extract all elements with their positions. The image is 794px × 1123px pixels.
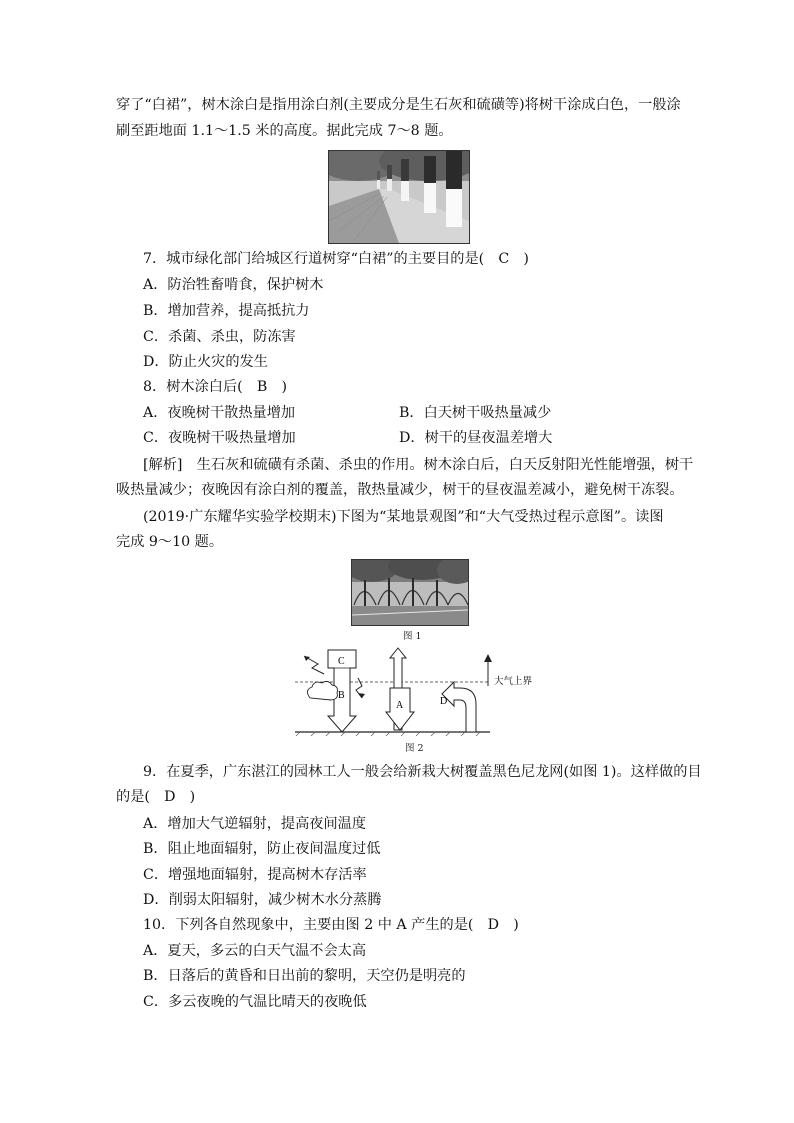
q10-option-a: A．夏天，多云的白天气温不会太高 [143,943,367,959]
label-d: D [440,696,448,707]
q10-option-c: C．多云夜晚的气温比晴天的夜晚低 [143,994,367,1010]
q8-stem: 8．树木涂白后( B ) [143,379,288,395]
cloud-icon [307,681,337,700]
label-b: B [338,690,345,701]
analysis-line-2: 吸热量减少；夜晚因有涂白剂的覆盖，散热量减少，树干的昼夜温差减小，避免树干冻裂。 [116,482,684,498]
q7-option-b: B．增加营养，提高抵抗力 [143,303,310,319]
q9-option-a: A．增加大气逆辐射，提高夜间温度 [143,816,367,832]
label-c: C [338,656,345,667]
q8-option-d: D．树干的昼夜温差增大 [399,430,553,446]
intro-line-2: 刷至距地面 1.1～1.5 米的高度。据此完成 7～8 题。 [116,123,453,139]
q8-option-a: A．夜晚树干散热量增加 [143,405,296,421]
atmosphere-top-label: 大气上界 [494,676,533,687]
intro2-line-1: (2019·广东耀华实验学校期末)下图为“某地景观图”和“大气受热过程示意图”。读图 [143,509,664,525]
q9-option-b: B．阻止地面辐射，防止夜间温度过低 [143,841,381,857]
q7-option-a: A．防治牲畜啃食，保护树木 [143,277,324,293]
intro2-line-2: 完成 9～10 题。 [116,534,224,550]
q9-stem-line-2: 的是( D ) [116,789,196,805]
analysis-line-1: [解析] 生石灰和硫磺有杀菌、杀虫的作用。树木涂白后，白天反射阳光性能增强，树干 [143,457,694,473]
q9-option-d: D．削弱太阳辐射，减少树木水分蒸腾 [143,892,382,908]
q7-option-c: C．杀菌、杀虫，防冻害 [143,329,296,345]
q7-option-d: D．防止火灾的发生 [143,354,268,370]
atmosphere-heating-diagram [290,646,550,738]
intro-line-1: 穿了“白裙”，树木涂白是指用涂白剂(主要成分是生石灰和硫磺等)将树干涂成白色，一般涂 [116,97,681,113]
q10-stem: 10．下列各自然现象中，主要由图 2 中 A 产生的是( D ) [143,917,519,933]
label-a: A [396,700,404,711]
fig1-caption: 图 1 [403,631,422,642]
q9-option-c: C．增强地面辐射，提高树木存活率 [143,867,367,883]
q8-option-c: C．夜晚树干吸热量增加 [143,430,296,446]
q10-option-b: B．日落后的黄昏和日出前的黎明，天空仍是明亮的 [143,968,466,984]
fig2-caption: 图 2 [405,743,424,754]
q7-stem: 7．城市绿化部门给城区行道树穿“白裙”的主要目的是( C ) [143,251,529,267]
street-trees-photo [328,150,470,244]
q8-option-b: B．白天树干吸热量减少 [399,405,552,421]
landscape-photo [351,559,469,626]
q9-stem-line-1: 9．在夏季，广东湛江的园林工人一般会给新栽大树覆盖黑色尼龙网(如图 1)。这样做的目 [143,764,702,780]
atmospheric-radiation-arrow [442,682,476,732]
